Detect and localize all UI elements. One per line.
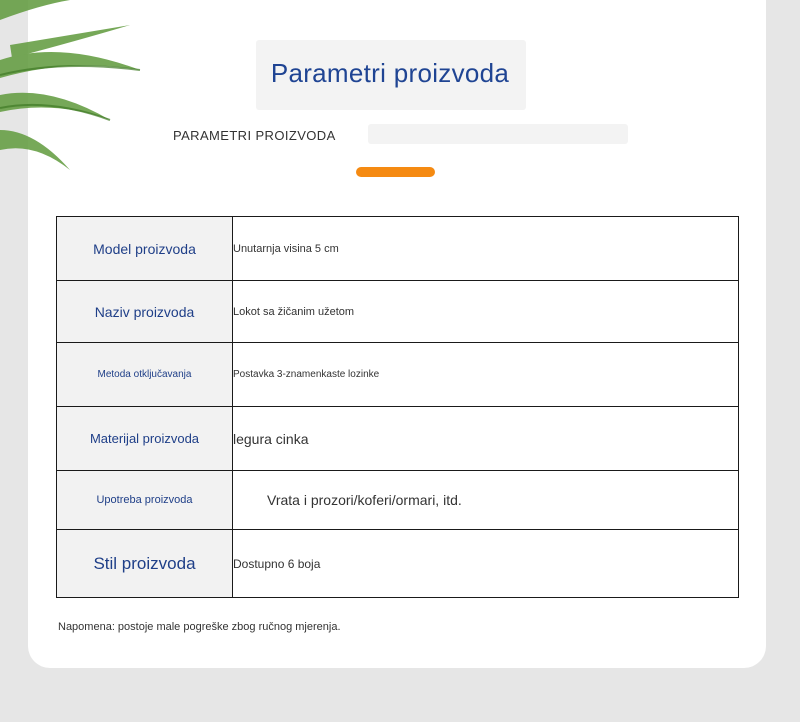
accent-divider: [356, 167, 435, 177]
param-value: Vrata i prozori/koferi/ormari, itd.: [233, 471, 739, 530]
param-value: Postavka 3-znamenkaste lozinke: [233, 343, 739, 407]
table-row: [57, 217, 739, 281]
param-label: Metoda otključavanja: [57, 343, 233, 407]
page-subtitle: PARAMETRI PROIZVODA: [173, 128, 336, 143]
ghost-text-block: [368, 124, 628, 144]
table-row: [57, 471, 739, 530]
param-value: Unutarnja visina 5 cm: [233, 217, 739, 281]
table-row: [57, 343, 739, 407]
table-row: [57, 407, 739, 471]
param-label: Stil proizvoda: [57, 530, 233, 598]
table-row: [57, 281, 739, 343]
param-label: Naziv proizvoda: [57, 281, 233, 343]
param-value: Lokot sa žičanim užetom: [233, 281, 739, 343]
param-label: Model proizvoda: [57, 217, 233, 281]
page-title: Parametri proizvoda: [270, 58, 510, 88]
param-value: Dostupno 6 boja: [233, 530, 739, 598]
param-label: Upotreba proizvoda: [57, 471, 233, 530]
param-value: legura cinka: [233, 407, 739, 471]
table-row: [57, 530, 739, 598]
parameters-table: [56, 216, 739, 598]
param-label: Materijal proizvoda: [57, 407, 233, 471]
measurement-note: Napomena: postoje male pogreške zbog ručnog mjerenja.: [58, 621, 341, 633]
